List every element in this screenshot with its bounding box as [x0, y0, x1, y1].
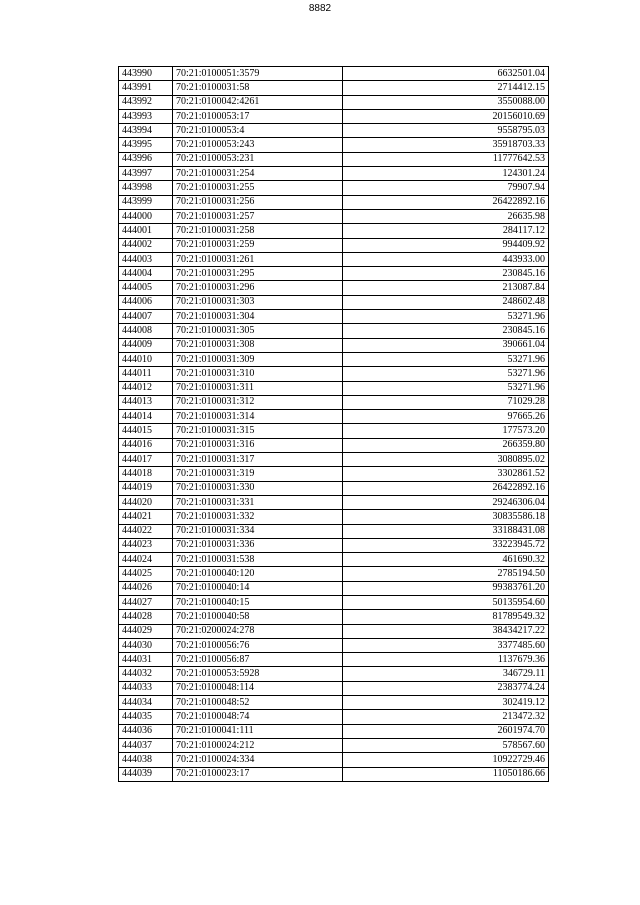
cadastral-value-cell: 266359.80 — [343, 438, 549, 452]
cadastral-number-cell: 70:21:0100053:5928 — [173, 667, 343, 681]
cadastral-value-cell: 443933.00 — [343, 252, 549, 266]
cadastral-value-cell: 81789549.32 — [343, 610, 549, 624]
cadastral-number-cell: 70:21:0100031:303 — [173, 295, 343, 309]
cadastral-value-cell: 53271.96 — [343, 381, 549, 395]
table-row — [119, 238, 549, 252]
record-number-cell: 444023 — [119, 538, 173, 552]
table-row — [119, 481, 549, 495]
cadastral-value-cell: 248602.48 — [343, 295, 549, 309]
cadastral-number-cell: 70:21:0100031:254 — [173, 167, 343, 181]
cadastral-value-cell: 346729.11 — [343, 667, 549, 681]
record-number-cell: 444018 — [119, 467, 173, 481]
cadastral-value-cell: 2383774.24 — [343, 681, 549, 695]
record-number-cell: 444038 — [119, 753, 173, 767]
cadastral-number-cell: 70:21:0100031:296 — [173, 281, 343, 295]
record-number-cell: 444034 — [119, 696, 173, 710]
table-row — [119, 95, 549, 109]
cadastral-number-cell: 70:21:0100031:317 — [173, 453, 343, 467]
cadastral-value-cell: 50135954.60 — [343, 595, 549, 609]
cadastral-value-cell: 230845.16 — [343, 324, 549, 338]
table-row — [119, 595, 549, 609]
table-row — [119, 81, 549, 95]
cadastral-value-cell: 53271.96 — [343, 352, 549, 366]
record-number-cell: 443995 — [119, 138, 173, 152]
cadastral-value-cell: 53271.96 — [343, 367, 549, 381]
cadastral-number-cell: 70:21:0100031:308 — [173, 338, 343, 352]
table-row — [119, 152, 549, 166]
table-row — [119, 338, 549, 352]
table-row — [119, 667, 549, 681]
table-row — [119, 638, 549, 652]
table-row — [119, 181, 549, 195]
record-number-cell: 444010 — [119, 352, 173, 366]
cadastral-value-cell: 284117.12 — [343, 224, 549, 238]
record-number-cell: 444008 — [119, 324, 173, 338]
cadastral-number-cell: 70:21:0100042:4261 — [173, 95, 343, 109]
cadastral-value-cell: 213472.32 — [343, 710, 549, 724]
record-number-cell: 444002 — [119, 238, 173, 252]
cadastral-value-cell: 390661.04 — [343, 338, 549, 352]
record-number-cell: 443991 — [119, 81, 173, 95]
table-row — [119, 295, 549, 309]
cadastral-number-cell: 70:21:0100053:17 — [173, 109, 343, 123]
record-number-cell: 444022 — [119, 524, 173, 538]
cadastral-number-cell: 70:21:0100031:319 — [173, 467, 343, 481]
record-number-cell: 443999 — [119, 195, 173, 209]
table-row — [119, 267, 549, 281]
record-number-cell: 443997 — [119, 167, 173, 181]
table-row — [119, 710, 549, 724]
table-row — [119, 195, 549, 209]
table-row — [119, 538, 549, 552]
cadastral-number-cell: 70:21:0100053:231 — [173, 152, 343, 166]
cadastral-number-cell: 70:21:0200024:278 — [173, 624, 343, 638]
cadastral-number-cell: 70:21:0100031:315 — [173, 424, 343, 438]
record-number-cell: 444035 — [119, 710, 173, 724]
cadastral-number-cell: 70:21:0100031:255 — [173, 181, 343, 195]
record-number-cell: 444013 — [119, 395, 173, 409]
page-number: 8882 — [308, 3, 332, 14]
cadastral-value-cell: 35918703.33 — [343, 138, 549, 152]
record-number-cell: 444011 — [119, 367, 173, 381]
table-row — [119, 209, 549, 223]
cadastral-value-cell: 213087.84 — [343, 281, 549, 295]
record-number-cell: 444019 — [119, 481, 173, 495]
record-number-cell: 444036 — [119, 724, 173, 738]
table-row — [119, 124, 549, 138]
record-number-cell: 444032 — [119, 667, 173, 681]
table-row — [119, 610, 549, 624]
record-number-cell: 444021 — [119, 510, 173, 524]
record-number-cell: 444015 — [119, 424, 173, 438]
cadastral-value-cell: 6632501.04 — [343, 67, 549, 81]
record-number-cell: 444009 — [119, 338, 173, 352]
table-body — [119, 67, 549, 782]
cadastral-number-cell: 70:21:0100040:120 — [173, 567, 343, 581]
cadastral-number-cell: 70:21:0100048:52 — [173, 696, 343, 710]
table-row — [119, 224, 549, 238]
cadastral-number-cell: 70:21:0100031:336 — [173, 538, 343, 552]
cadastral-value-cell: 38434217.22 — [343, 624, 549, 638]
cadastral-number-cell: 70:21:0100031:330 — [173, 481, 343, 495]
table-row — [119, 753, 549, 767]
record-number-cell: 444007 — [119, 310, 173, 324]
record-number-cell: 444004 — [119, 267, 173, 281]
cadastral-number-cell: 70:21:0100031:295 — [173, 267, 343, 281]
cadastral-value-cell: 20156010.69 — [343, 109, 549, 123]
record-number-cell: 444029 — [119, 624, 173, 638]
record-number-cell: 444039 — [119, 767, 173, 781]
cadastral-value-cell: 11050186.66 — [343, 767, 549, 781]
record-number-cell: 444020 — [119, 495, 173, 509]
cadastral-value-cell: 30835586.18 — [343, 510, 549, 524]
cadastral-number-cell: 70:21:0100040:58 — [173, 610, 343, 624]
record-number-cell: 444012 — [119, 381, 173, 395]
cadastral-value-cell: 2785194.50 — [343, 567, 549, 581]
record-number-cell: 444025 — [119, 567, 173, 581]
table-row — [119, 424, 549, 438]
record-number-cell: 444028 — [119, 610, 173, 624]
cadastral-value-cell: 578567.60 — [343, 738, 549, 752]
cadastral-number-cell: 70:21:0100031:261 — [173, 252, 343, 266]
table-row — [119, 367, 549, 381]
cadastral-value-cell: 3377485.60 — [343, 638, 549, 652]
record-number-cell: 444027 — [119, 595, 173, 609]
cadastral-number-cell: 70:21:0100031:331 — [173, 495, 343, 509]
record-number-cell: 444003 — [119, 252, 173, 266]
cadastral-number-cell: 70:21:0100031:311 — [173, 381, 343, 395]
record-number-cell: 444016 — [119, 438, 173, 452]
cadastral-number-cell: 70:21:0100023:17 — [173, 767, 343, 781]
record-number-cell: 444014 — [119, 410, 173, 424]
table-row — [119, 767, 549, 781]
cadastral-value-cell: 11777642.53 — [343, 152, 549, 166]
cadastral-value-cell: 97665.26 — [343, 410, 549, 424]
table-row — [119, 738, 549, 752]
cadastral-value-cell: 3550088.00 — [343, 95, 549, 109]
record-number-cell: 444000 — [119, 209, 173, 223]
cadastral-number-cell: 70:21:0100024:212 — [173, 738, 343, 752]
cadastral-number-cell: 70:21:0100024:334 — [173, 753, 343, 767]
record-number-cell: 443994 — [119, 124, 173, 138]
table-row — [119, 252, 549, 266]
table-row — [119, 510, 549, 524]
cadastral-value-cell: 71029.28 — [343, 395, 549, 409]
table-row — [119, 324, 549, 338]
cadastral-value-cell: 302419.12 — [343, 696, 549, 710]
record-number-cell: 444001 — [119, 224, 173, 238]
cadastral-number-cell: 70:21:0100031:310 — [173, 367, 343, 381]
record-number-cell: 444026 — [119, 581, 173, 595]
cadastral-number-cell: 70:21:0100031:257 — [173, 209, 343, 223]
cadastral-value-table — [118, 66, 549, 782]
record-number-cell: 444037 — [119, 738, 173, 752]
cadastral-value-cell: 29246306.04 — [343, 495, 549, 509]
cadastral-number-cell: 70:21:0100031:58 — [173, 81, 343, 95]
cadastral-number-cell: 70:21:0100031:305 — [173, 324, 343, 338]
cadastral-value-cell: 124301.24 — [343, 167, 549, 181]
record-number-cell: 444031 — [119, 653, 173, 667]
cadastral-number-cell: 70:21:0100053:243 — [173, 138, 343, 152]
table-row — [119, 581, 549, 595]
cadastral-value-cell: 177573.20 — [343, 424, 549, 438]
cadastral-value-cell: 230845.16 — [343, 267, 549, 281]
table-row — [119, 696, 549, 710]
table-row — [119, 167, 549, 181]
cadastral-number-cell: 70:21:0100031:314 — [173, 410, 343, 424]
cadastral-number-cell: 70:21:0100051:3579 — [173, 67, 343, 81]
table-row — [119, 381, 549, 395]
table-row — [119, 67, 549, 81]
cadastral-value-cell: 3080895.02 — [343, 453, 549, 467]
cadastral-number-cell: 70:21:0100031:334 — [173, 524, 343, 538]
cadastral-number-cell: 70:21:0100056:76 — [173, 638, 343, 652]
table-row — [119, 553, 549, 567]
cadastral-value-cell: 99383761.20 — [343, 581, 549, 595]
record-number-cell: 443993 — [119, 109, 173, 123]
cadastral-value-cell: 3302861.52 — [343, 467, 549, 481]
cadastral-number-cell: 70:21:0100031:304 — [173, 310, 343, 324]
cadastral-value-cell: 9558795.03 — [343, 124, 549, 138]
table-row — [119, 724, 549, 738]
record-number-cell: 443992 — [119, 95, 173, 109]
cadastral-number-cell: 70:21:0100031:316 — [173, 438, 343, 452]
table-row — [119, 352, 549, 366]
table-row — [119, 567, 549, 581]
cadastral-value-cell: 10922729.46 — [343, 753, 549, 767]
cadastral-value-cell: 53271.96 — [343, 310, 549, 324]
record-number-cell: 444005 — [119, 281, 173, 295]
cadastral-value-cell: 79907.94 — [343, 181, 549, 195]
cadastral-value-cell: 33223945.72 — [343, 538, 549, 552]
cadastral-number-cell: 70:21:0100031:309 — [173, 352, 343, 366]
table-row — [119, 653, 549, 667]
cadastral-number-cell: 70:21:0100048:74 — [173, 710, 343, 724]
cadastral-value-cell: 26635.98 — [343, 209, 549, 223]
cadastral-number-cell: 70:21:0100053:4 — [173, 124, 343, 138]
record-number-cell: 444030 — [119, 638, 173, 652]
table-row — [119, 467, 549, 481]
record-number-cell: 444006 — [119, 295, 173, 309]
table-row — [119, 281, 549, 295]
cadastral-value-cell: 994409.92 — [343, 238, 549, 252]
cadastral-number-cell: 70:21:0100031:256 — [173, 195, 343, 209]
record-number-cell: 444017 — [119, 453, 173, 467]
table-row — [119, 395, 549, 409]
cadastral-value-cell: 26422892.16 — [343, 481, 549, 495]
table-row — [119, 310, 549, 324]
cadastral-number-cell: 70:21:0100040:14 — [173, 581, 343, 595]
cadastral-value-cell: 1137679.36 — [343, 653, 549, 667]
record-number-cell: 443990 — [119, 67, 173, 81]
cadastral-value-cell: 2601974.70 — [343, 724, 549, 738]
cadastral-number-cell: 70:21:0100041:111 — [173, 724, 343, 738]
cadastral-number-cell: 70:21:0100040:15 — [173, 595, 343, 609]
cadastral-number-cell: 70:21:0100031:312 — [173, 395, 343, 409]
cadastral-value-cell: 26422892.16 — [343, 195, 549, 209]
cadastral-number-cell: 70:21:0100056:87 — [173, 653, 343, 667]
table-row — [119, 524, 549, 538]
table-row — [119, 681, 549, 695]
record-number-cell: 444033 — [119, 681, 173, 695]
cadastral-number-cell: 70:21:0100031:538 — [173, 553, 343, 567]
table-row — [119, 624, 549, 638]
cadastral-number-cell: 70:21:0100031:259 — [173, 238, 343, 252]
cadastral-number-cell: 70:21:0100031:332 — [173, 510, 343, 524]
cadastral-number-cell: 70:21:0100031:258 — [173, 224, 343, 238]
table-row — [119, 410, 549, 424]
cadastral-value-cell: 33188431.08 — [343, 524, 549, 538]
record-number-cell: 443996 — [119, 152, 173, 166]
table-row — [119, 438, 549, 452]
record-number-cell: 443998 — [119, 181, 173, 195]
cadastral-value-cell: 461690.32 — [343, 553, 549, 567]
table-row — [119, 453, 549, 467]
cadastral-value-cell: 2714412.15 — [343, 81, 549, 95]
table-row — [119, 495, 549, 509]
table-row — [119, 109, 549, 123]
cadastral-number-cell: 70:21:0100048:114 — [173, 681, 343, 695]
record-number-cell: 444024 — [119, 553, 173, 567]
table-row — [119, 138, 549, 152]
